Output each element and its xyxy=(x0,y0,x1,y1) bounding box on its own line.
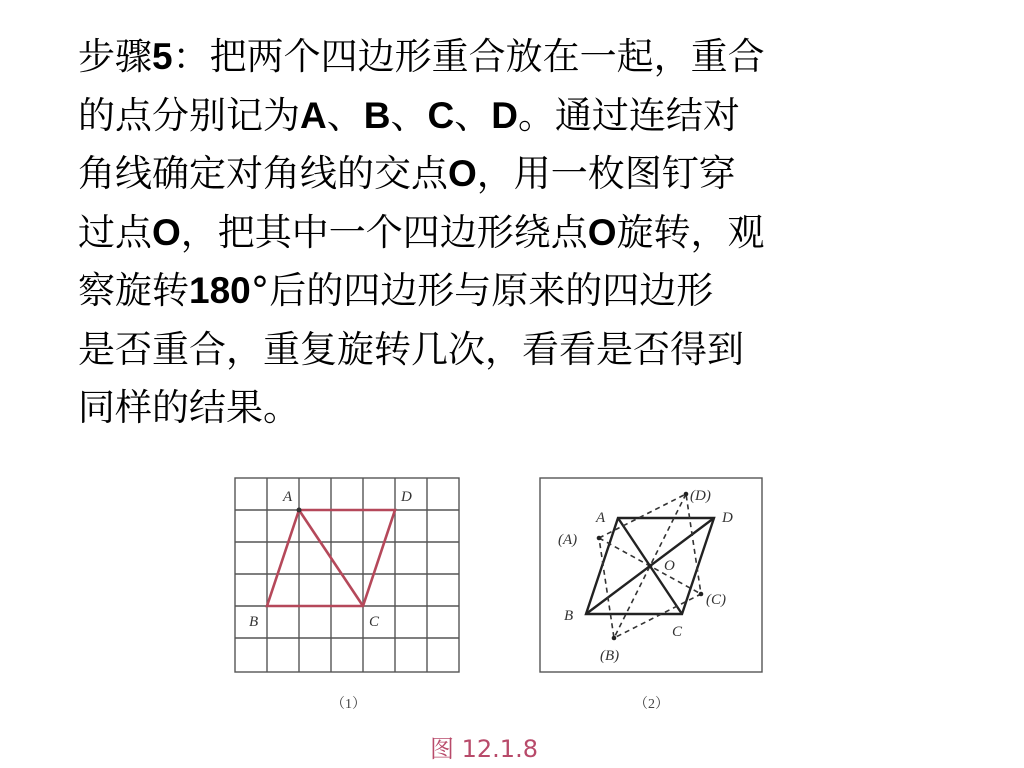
figure-2-caption: （2） xyxy=(634,697,669,712)
point-d-image-dot xyxy=(684,492,689,497)
text-line-6: 是否重合，重复旋转几次，看看是否得到 xyxy=(78,327,744,371)
text-line-1 xyxy=(78,28,958,87)
point-label-o: O xyxy=(152,211,181,253)
figure-caption: 图 12.1.8 xyxy=(430,735,538,763)
figure-2-border xyxy=(540,478,762,672)
grid xyxy=(235,478,459,672)
label-c: C xyxy=(369,614,380,630)
text-segment: 旋转，观 xyxy=(616,210,765,254)
figure-1-grid-parallelogram xyxy=(225,470,475,720)
rotation-points xyxy=(597,492,704,641)
text-segment: ，用一枚图钉穿 xyxy=(476,152,736,195)
separator: 、 xyxy=(326,93,364,137)
label-c: C xyxy=(672,624,683,640)
step-description xyxy=(78,28,958,438)
label-a: A xyxy=(596,510,606,526)
point-c-image-dot xyxy=(699,592,704,597)
label-a-image: (A) xyxy=(558,532,578,548)
text-segment: °后的四边形与原来的四边形 xyxy=(250,269,714,312)
label-d: D xyxy=(722,510,733,526)
step-number: 5 xyxy=(152,36,173,77)
text-segment: 角线确定对角线的交点 xyxy=(78,152,448,195)
label-b: B xyxy=(249,614,259,630)
angle-value: 180 xyxy=(189,270,251,311)
label-o: O xyxy=(664,558,675,574)
label-d-image: (D) xyxy=(690,488,711,504)
point-b-image-dot xyxy=(612,636,617,641)
label-d: D xyxy=(401,489,412,505)
text-line-5 xyxy=(78,262,958,321)
text-line-2 xyxy=(78,87,958,146)
point-a-image-dot xyxy=(597,536,602,541)
text-line-4 xyxy=(78,204,958,263)
grid-vertical-lines xyxy=(267,478,427,672)
point-label-a: A xyxy=(300,94,327,136)
text-segment: 。通过连结对 xyxy=(517,93,740,137)
separator: 、 xyxy=(454,93,492,137)
label-c-image: (C) xyxy=(706,592,726,608)
label-b: B xyxy=(564,608,574,624)
separator: 、 xyxy=(390,93,428,137)
point-label-o: O xyxy=(587,211,617,253)
point-label-b: B xyxy=(363,94,391,136)
text-segment: 察旋转 xyxy=(78,269,189,312)
point-label-d: D xyxy=(491,94,518,136)
text-segment: ，把其中一个四边形绕点 xyxy=(180,210,588,254)
text-segment: 的点分别记为 xyxy=(78,93,300,137)
text-segment: 过点 xyxy=(78,210,152,254)
point-label-c: C xyxy=(427,94,455,136)
center-o-dot xyxy=(648,564,653,569)
grid-border xyxy=(235,478,459,672)
label-b-image: (B) xyxy=(600,648,620,664)
text-line-3 xyxy=(78,145,958,204)
grid-horizontal-lines xyxy=(235,510,459,638)
point-a-dot xyxy=(297,508,302,513)
text-line-7: 同样的结果。 xyxy=(78,386,300,429)
figure-2-rotation xyxy=(530,470,780,720)
label-a: A xyxy=(283,489,293,505)
point-label-o: O xyxy=(448,153,477,194)
text-segment: ：把两个四边形重合放在一起，重合 xyxy=(172,35,765,78)
figure-1-caption: （1） xyxy=(331,697,366,712)
step-prefix: 步骤 xyxy=(78,35,152,78)
